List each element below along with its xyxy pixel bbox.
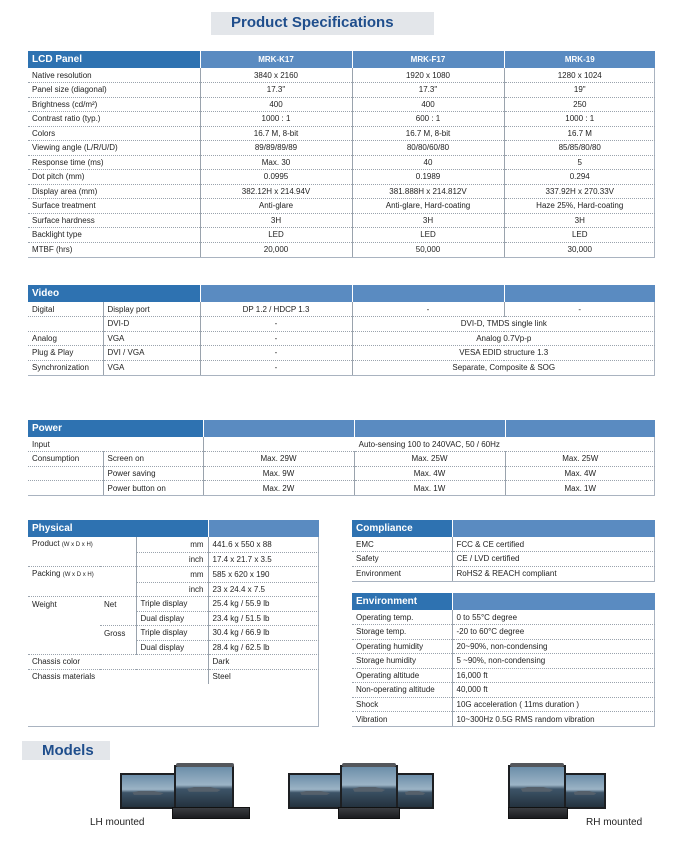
cell-f17: 3H	[352, 213, 504, 228]
table-row	[28, 83, 655, 98]
rh-mounted-image	[508, 763, 608, 821]
table-row	[352, 537, 655, 552]
cell-f17: 1920 x 1080	[352, 68, 504, 83]
table-row	[28, 141, 655, 156]
row-sublabel: DVI / VGA	[103, 346, 200, 361]
cell-m19: 85/85/80/80	[504, 141, 655, 156]
cell-f17: Max. 25W	[354, 452, 505, 467]
page-title-bar	[211, 12, 434, 35]
row-sublabel: Power button on	[103, 481, 203, 496]
table-row	[28, 302, 655, 317]
cell-f17: 80/80/60/80	[352, 141, 504, 156]
row-sublabel: VGA	[103, 331, 200, 346]
col-mrk-19: MRK-19	[504, 51, 655, 68]
row-label: Environment	[356, 569, 401, 578]
row-label: Surface treatment	[28, 199, 200, 214]
cell-f17: Max. 1W	[354, 481, 505, 496]
chassis-color-label: Chassis color	[28, 655, 208, 670]
models-heading-bar	[22, 741, 110, 760]
cell-k17: -	[200, 331, 352, 346]
input-label: Input	[28, 437, 203, 452]
power-heading: Power	[28, 420, 203, 437]
cell-m19: Max. 4W	[505, 466, 655, 481]
cell-shared: DVI-D, TMDS single link	[352, 317, 655, 332]
row-label: Shock	[352, 697, 452, 712]
cell-k17: 3840 x 2160	[200, 68, 352, 83]
table-row	[28, 184, 655, 199]
cell-f17: 16.7 M, 8-bit	[352, 126, 504, 141]
row-sublabel: VGA	[103, 360, 200, 375]
table-row	[28, 112, 655, 127]
table-row	[352, 683, 655, 698]
row-label: Operating altitude	[352, 668, 452, 683]
row-value: 20~90%, non-condensing	[452, 639, 655, 654]
row-label: Storage humidity	[352, 654, 452, 669]
row-label: MTBF (hrs)	[32, 245, 73, 254]
table-row	[28, 437, 655, 452]
table-row	[28, 213, 655, 228]
table-row	[28, 360, 655, 375]
cell-k17: 89/89/89/89	[200, 141, 352, 156]
gross-dual: 28.4 kg / 62.5 lb	[208, 640, 319, 655]
row-label: Operating humidity	[352, 639, 452, 654]
consumption-label: Consumption	[28, 452, 103, 467]
table-row	[28, 228, 655, 243]
cell-f17: 400	[352, 97, 504, 112]
table-row	[28, 552, 319, 567]
row-value: RoHS2 & REACH compliant	[452, 566, 655, 581]
row-label: Digital	[28, 302, 103, 317]
row-value: 0 to 55°C degree	[452, 610, 655, 625]
table-row	[28, 331, 655, 346]
cell-k17: LED	[200, 228, 352, 243]
row-sublabel: Power saving	[103, 466, 203, 481]
chassis-color: Dark	[208, 655, 319, 670]
cell-k17: 400	[200, 97, 352, 112]
row-label: Surface hardness	[28, 213, 200, 228]
row-value: 10G acceleration ( 11ms duration )	[452, 697, 655, 712]
cell-k17: -	[200, 317, 352, 332]
cell-f17: 381.888H x 214.812V	[352, 184, 504, 199]
table-row	[352, 654, 655, 669]
physical-table	[28, 520, 319, 727]
chassis-materials: Steel	[208, 669, 319, 684]
cell-k17: DP 1.2 / HDCP 1.3	[200, 302, 352, 317]
cell-k17: 382.12H x 214.94V	[200, 184, 352, 199]
table-row	[28, 669, 319, 684]
row-sublabel: Screen on	[103, 452, 203, 467]
table-row	[28, 242, 655, 257]
row-value: -20 to 60°C degree	[452, 625, 655, 640]
table-row	[28, 199, 655, 214]
cell-f17: 600 : 1	[352, 112, 504, 127]
lh-caption: LH mounted	[90, 817, 145, 828]
cell-f17: 17.3"	[352, 83, 504, 98]
cell-shared: Analog 0.7Vp-p	[352, 331, 655, 346]
net-triple: 25.4 kg / 55.9 lb	[208, 597, 319, 612]
row-label: Native resolution	[28, 68, 200, 83]
table-row	[28, 611, 319, 626]
cell-k17: 0.0995	[200, 170, 352, 185]
cell-m19: 1000 : 1	[504, 112, 655, 127]
row-value: 40,000 ft	[452, 683, 655, 698]
row-label: Viewing angle (L/R/U/D)	[28, 141, 200, 156]
cell-m19: 3H	[504, 213, 655, 228]
environment-table	[352, 593, 655, 727]
page-title: Product Specifications	[231, 14, 394, 31]
dual-label: Dual display	[136, 611, 208, 626]
cell-k17: 3H	[200, 213, 352, 228]
models-heading: Models	[42, 742, 94, 759]
cell-f17: Max. 4W	[354, 466, 505, 481]
table-row	[28, 126, 655, 141]
cell-k17: 17.3"	[200, 83, 352, 98]
cell-m19: 19"	[504, 83, 655, 98]
cell-k17: Max. 2W	[203, 481, 354, 496]
cell-f17: 0.1989	[352, 170, 504, 185]
cell-k17: Anti-glare	[200, 199, 352, 214]
cell-f17: LED	[352, 228, 504, 243]
row-label: Non-operating altitude	[352, 683, 452, 698]
lcd-heading: LCD Panel	[28, 51, 200, 68]
power-table	[28, 420, 655, 496]
cell-m19: 5	[504, 155, 655, 170]
row-label	[28, 317, 103, 332]
environment-heading: Environment	[352, 593, 452, 610]
input-value: Auto-sensing 100 to 240VAC, 50 / 60Hz	[203, 437, 655, 452]
table-row	[28, 567, 319, 583]
cell-m19: 337.92H x 270.33V	[504, 184, 655, 199]
cell-f17: Anti-glare, Hard-coating	[352, 199, 504, 214]
table-row	[28, 68, 655, 83]
row-label: Vibration	[356, 714, 388, 724]
row-label: Contrast ratio (typ.)	[28, 112, 200, 127]
physical-heading: Physical	[28, 520, 208, 537]
col-mrk-k17: MRK-K17	[200, 51, 352, 68]
dual-label: Dual display	[136, 640, 208, 655]
table-row	[352, 639, 655, 654]
cell-m19: Haze 25%, Hard-coating	[504, 199, 655, 214]
cell-k17: Max. 30	[200, 155, 352, 170]
cell-m19: Max. 25W	[505, 452, 655, 467]
row-sublabel: Display port	[103, 302, 200, 317]
cell-k17: -	[200, 360, 352, 375]
table-row	[352, 566, 655, 581]
table-row	[28, 655, 319, 670]
cell-f17: 40	[352, 155, 504, 170]
net-label: Net	[104, 599, 117, 609]
row-label: Backlight type	[28, 228, 200, 243]
cell-m19: LED	[504, 228, 655, 243]
table-row	[28, 640, 319, 655]
cell-k17: 16.7 M, 8-bit	[200, 126, 352, 141]
row-value: 16,000 ft	[452, 668, 655, 683]
packing-label: Packing	[32, 569, 61, 578]
weight-label: Weight	[32, 599, 57, 609]
table-row	[352, 697, 655, 712]
cell-k17: 20,000	[200, 242, 352, 257]
row-label: Storage temp.	[352, 625, 452, 640]
rh-caption: RH mounted	[586, 817, 643, 828]
triple-display-image	[288, 763, 436, 821]
product-inch: 17.4 x 21.7 x 3.5	[208, 552, 319, 567]
cell-k17: -	[200, 346, 352, 361]
chassis-materials-label: Chassis materials	[32, 672, 96, 681]
packing-mm: 585 x 620 x 190	[208, 567, 319, 583]
compliance-heading: Compliance	[352, 520, 452, 537]
cell-m19: 0.294	[504, 170, 655, 185]
cell-m19: 30,000	[504, 242, 655, 257]
net-dual: 23.4 kg / 51.5 lb	[208, 611, 319, 626]
table-row	[28, 597, 319, 612]
unit-inch: inch	[136, 582, 208, 597]
table-row	[28, 452, 655, 467]
table-row	[352, 625, 655, 640]
cell-m19: 250	[504, 97, 655, 112]
product-label: Product	[32, 539, 60, 548]
triple-label: Triple display	[136, 626, 208, 641]
video-heading: Video	[28, 285, 200, 302]
cell-shared: Separate, Composite & SOG	[352, 360, 655, 375]
cell-f17: 50,000	[352, 242, 504, 257]
row-label: Colors	[28, 126, 200, 141]
row-label: Plug & Play	[28, 346, 103, 361]
row-value: 10~300Hz 0.5G RMS random vibration	[452, 712, 655, 727]
table-row	[28, 466, 655, 481]
table-row	[28, 346, 655, 361]
lcd-panel-table	[28, 51, 655, 258]
cell-k17: Max. 9W	[203, 466, 354, 481]
packing-inch: 23 x 24.4 x 7.5	[208, 582, 319, 597]
table-row	[28, 155, 655, 170]
unit-mm: mm	[136, 537, 208, 552]
gross-triple: 30.4 kg / 66.9 lb	[208, 626, 319, 641]
row-label: Response time (ms)	[28, 155, 200, 170]
triple-label: Triple display	[136, 597, 208, 612]
row-value: FCC & CE certified	[452, 537, 655, 552]
product-dims: (W x D x H)	[61, 542, 93, 548]
video-table	[28, 285, 655, 376]
row-label: Operating temp.	[352, 610, 452, 625]
col-mrk-f17: MRK-F17	[352, 51, 504, 68]
cell-m19: 1280 x 1024	[504, 68, 655, 83]
table-row	[352, 668, 655, 683]
row-label: Safety	[352, 552, 452, 567]
row-label: Dot pitch (mm)	[28, 170, 200, 185]
row-value: CE / LVD certified	[452, 552, 655, 567]
cell-shared: VESA EDID structure 1.3	[352, 346, 655, 361]
table-row	[352, 712, 655, 727]
row-sublabel: DVI-D	[103, 317, 200, 332]
cell-k17: 1000 : 1	[200, 112, 352, 127]
cell-m19: 16.7 M	[504, 126, 655, 141]
table-row	[28, 317, 655, 332]
row-label: Analog	[28, 331, 103, 346]
table-row	[28, 170, 655, 185]
cell-f17: -	[352, 302, 504, 317]
table-row	[28, 97, 655, 112]
compliance-table	[352, 520, 655, 582]
table-row	[352, 610, 655, 625]
unit-inch: inch	[136, 552, 208, 567]
product-mm: 441.6 x 550 x 88	[208, 537, 319, 552]
table-row	[28, 626, 319, 641]
row-value: 5 ~90%, non-condensing	[452, 654, 655, 669]
lh-mounted-image	[120, 763, 253, 821]
row-label: Brightness (cd/m²)	[28, 97, 200, 112]
row-label: Synchronization	[32, 363, 89, 372]
unit-mm: mm	[136, 567, 208, 583]
gross-label: Gross	[104, 628, 126, 638]
row-label: Panel size (diagonal)	[28, 83, 200, 98]
row-label: EMC	[352, 537, 452, 552]
table-row	[352, 552, 655, 567]
table-row	[28, 582, 319, 597]
cell-m19: -	[504, 302, 655, 317]
packing-dims: (W x D x H)	[62, 572, 94, 578]
cell-m19: Max. 1W	[505, 481, 655, 496]
row-label: Display area (mm)	[28, 184, 200, 199]
cell-k17: Max. 29W	[203, 452, 354, 467]
table-row	[28, 537, 319, 552]
table-row	[28, 481, 655, 496]
